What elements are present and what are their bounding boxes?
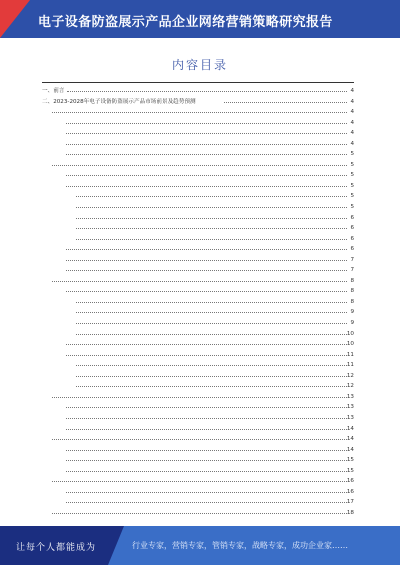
- toc-leader-dots: [76, 386, 347, 387]
- toc-leader-dots: [66, 154, 347, 155]
- toc-entry[interactable]: [42, 97, 354, 108]
- toc-leader-dots: [66, 260, 347, 261]
- toc-leader-dots: [76, 218, 347, 219]
- toc-entry[interactable]: [42, 455, 354, 466]
- toc-page-number: 14: [347, 434, 354, 445]
- toc-leader-dots: [76, 228, 347, 229]
- toc-page-number: 5: [350, 181, 354, 192]
- toc-leader-dots: [66, 175, 347, 176]
- toc-leader-dots: [76, 312, 347, 313]
- toc-entry[interactable]: [42, 244, 354, 255]
- page-footer: [0, 526, 400, 565]
- toc-leader-dots: [66, 450, 347, 451]
- toc-page-number: 5: [350, 149, 354, 160]
- toc-page-number: 10: [347, 329, 354, 340]
- toc-leader-dots: [66, 133, 347, 134]
- toc-page-number: 7: [350, 265, 354, 276]
- toc-divider: [42, 82, 354, 83]
- toc-page-number: 5: [350, 191, 354, 202]
- toc-leader-dots: [66, 249, 347, 250]
- toc-entry[interactable]: [42, 424, 354, 435]
- toc-entry[interactable]: [42, 476, 354, 487]
- toc-entry[interactable]: [42, 160, 354, 171]
- toc-entry[interactable]: [42, 128, 354, 139]
- toc-entry[interactable]: [42, 181, 354, 192]
- toc-entry[interactable]: [42, 86, 354, 97]
- toc-page-number: 13: [347, 392, 354, 403]
- toc-page-number: 4: [350, 118, 354, 129]
- toc-leader-dots: [76, 302, 347, 303]
- toc-page-number: 11: [347, 360, 354, 371]
- toc-entry[interactable]: [42, 170, 354, 181]
- toc-page-number: 15: [347, 455, 354, 466]
- toc-entry[interactable]: [42, 223, 354, 234]
- toc-leader-dots: [66, 291, 347, 292]
- toc-page-number: 8: [350, 297, 354, 308]
- report-header: [0, 0, 400, 38]
- toc-entry[interactable]: [42, 118, 354, 129]
- toc-leader-dots: [66, 429, 347, 430]
- toc-entry[interactable]: [42, 149, 354, 160]
- toc-page-number: 15: [347, 466, 354, 477]
- toc-entry[interactable]: [42, 234, 354, 245]
- toc-entry[interactable]: [42, 276, 354, 287]
- header-accent-stripe: [0, 0, 30, 38]
- toc-page-number: 8: [350, 286, 354, 297]
- toc-leader-dots: [52, 513, 347, 514]
- toc-entry[interactable]: [42, 107, 354, 118]
- toc-leader-dots: [76, 334, 347, 335]
- toc-entry[interactable]: [42, 445, 354, 456]
- toc-leader-dots: [76, 323, 347, 324]
- toc-leader-dots: [66, 407, 347, 408]
- toc-entry[interactable]: [42, 371, 354, 382]
- toc-leader-dots: [66, 502, 347, 503]
- toc-leader-dots: [66, 492, 347, 493]
- toc-page-number: 11: [347, 350, 354, 361]
- toc-entry[interactable]: [42, 339, 354, 350]
- toc-entry[interactable]: [42, 202, 354, 213]
- toc-leader-dots: [224, 102, 347, 103]
- footer-left-block: [0, 526, 108, 565]
- toc-page-number: 5: [350, 160, 354, 171]
- toc-leader-dots: [76, 196, 347, 197]
- toc-leader-dots: [66, 144, 347, 145]
- toc-leader-dots: [67, 91, 347, 92]
- toc-page-number: 4: [350, 97, 354, 108]
- toc-leader-dots: [76, 365, 347, 366]
- toc-entry[interactable]: [42, 307, 354, 318]
- toc-page-number: 4: [350, 139, 354, 150]
- toc-leader-dots: [76, 239, 347, 240]
- toc-entry[interactable]: [42, 413, 354, 424]
- toc-entry[interactable]: [42, 466, 354, 477]
- toc-page-number: 16: [347, 476, 354, 487]
- toc-leader-dots: [76, 207, 347, 208]
- toc-leader-dots: [66, 123, 347, 124]
- toc-leader-dots: [52, 112, 347, 113]
- footer-slogan: 让每个人都能成为: [16, 543, 97, 553]
- toc-leader-dots: [76, 376, 347, 377]
- toc-page-number: 5: [350, 202, 354, 213]
- toc-entry[interactable]: [42, 497, 354, 508]
- toc-page-number: 9: [350, 318, 354, 329]
- toc-leader-dots: [52, 439, 347, 440]
- toc-entry[interactable]: [42, 508, 354, 519]
- toc-leader-dots: [66, 460, 347, 461]
- toc-page-number: 7: [350, 255, 354, 266]
- toc-entry[interactable]: [42, 487, 354, 498]
- table-of-contents: [42, 86, 354, 518]
- toc-entry[interactable]: [42, 381, 354, 392]
- toc-entry[interactable]: [42, 402, 354, 413]
- toc-leader-dots: [66, 186, 347, 187]
- toc-page-number: 12: [347, 371, 354, 382]
- toc-page-number: 6: [350, 234, 354, 245]
- toc-leader-dots: [66, 471, 347, 472]
- toc-entry[interactable]: [42, 392, 354, 403]
- toc-page-number: 14: [347, 445, 354, 456]
- toc-page-number: 18: [347, 508, 354, 519]
- toc-entry[interactable]: [42, 360, 354, 371]
- toc-entry[interactable]: [42, 255, 354, 266]
- toc-entry[interactable]: [42, 213, 354, 224]
- toc-page-number: 4: [350, 107, 354, 118]
- toc-page-number: 8: [350, 276, 354, 287]
- toc-page-number: 4: [350, 86, 354, 97]
- toc-heading: 内容目录: [171, 58, 228, 72]
- toc-entry[interactable]: [42, 318, 354, 329]
- toc-page-number: 9: [350, 307, 354, 318]
- toc-leader-dots: [66, 270, 347, 271]
- toc-leader-dots: [52, 481, 347, 482]
- toc-page-number: 14: [347, 424, 354, 435]
- toc-page-number: 16: [347, 487, 354, 498]
- toc-leader-dots: [66, 344, 347, 345]
- toc-entry[interactable]: [42, 286, 354, 297]
- toc-leader-dots: [66, 355, 347, 356]
- toc-page-number: 6: [350, 244, 354, 255]
- toc-entry[interactable]: [42, 329, 354, 340]
- toc-page-number: 5: [350, 170, 354, 181]
- toc-page-number: 6: [350, 223, 354, 234]
- toc-entry[interactable]: [42, 297, 354, 308]
- toc-entry[interactable]: [42, 434, 354, 445]
- toc-entry[interactable]: [42, 191, 354, 202]
- footer-tagline: 行业专家，营销专家，管销专家，战略专家，成功企业家……: [132, 541, 348, 550]
- toc-leader-dots: [66, 418, 347, 419]
- toc-page-number: 4: [350, 128, 354, 139]
- toc-entry-text: 二、2023-2028年电子设备防盗展示产品市场前景及趋势预测: [42, 97, 197, 108]
- toc-page-number: 10: [347, 339, 354, 350]
- toc-page-number: 6: [350, 213, 354, 224]
- toc-leader-dots: [52, 281, 347, 282]
- toc-entry[interactable]: [42, 350, 354, 361]
- toc-leader-dots: [52, 397, 347, 398]
- report-title: 电子设备防盗展示产品企业网络营销策略研究报告: [38, 15, 333, 30]
- toc-leader-dots: [52, 165, 347, 166]
- toc-page-number: 13: [347, 402, 354, 413]
- toc-page-number: 13: [347, 413, 354, 424]
- toc-entry-text: 一、前言: [42, 86, 65, 97]
- toc-page-number: 17: [347, 497, 354, 508]
- toc-entry[interactable]: [42, 265, 354, 276]
- toc-entry[interactable]: [42, 139, 354, 150]
- toc-page-number: 12: [347, 381, 354, 392]
- footer-slant-shape: [108, 526, 124, 565]
